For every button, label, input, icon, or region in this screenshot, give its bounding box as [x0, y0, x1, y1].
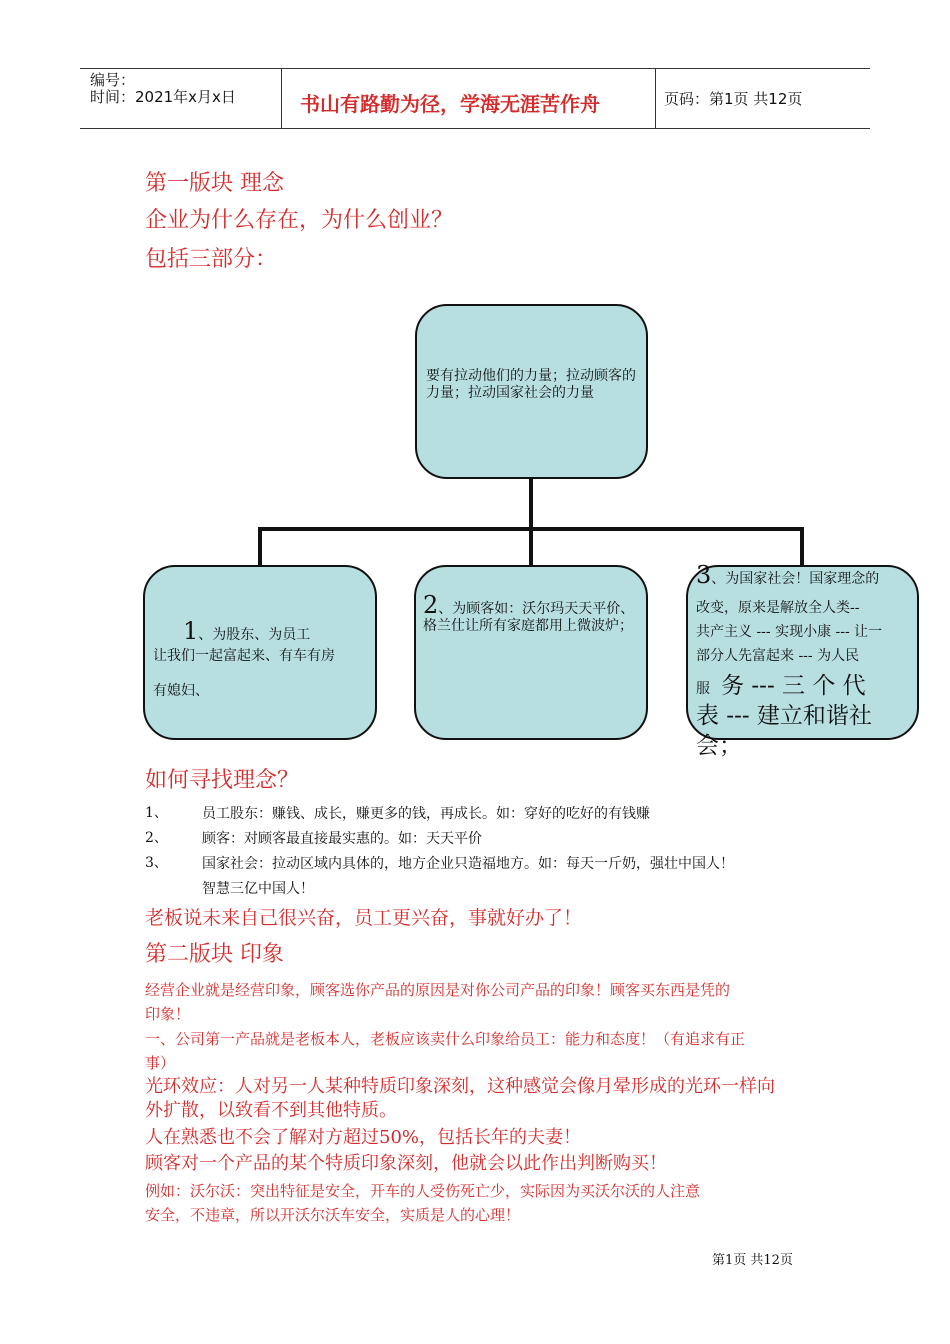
list-item: [145, 802, 825, 826]
chart-box3-number: 3: [696, 561, 712, 589]
paragraph: [145, 1179, 835, 1227]
paragraph-line: 印象！: [145, 1005, 191, 1023]
list-item: [145, 852, 825, 876]
chart-connector: [800, 527, 804, 565]
list-item-text: 员工股东：赚钱、成长，赚更多的钱，再成长。如：穿好的吃好的有钱赚: [202, 806, 650, 822]
chart-top-box-text: 要有拉动他们的力量；拉动顾客的力量；拉动国家社会的力量: [426, 368, 636, 401]
list-item-text: 国家社会：拉动区域内具体的，地方企业只造福地方。如：每天一斤奶，强壮中国人！: [202, 856, 734, 872]
boss-statement: 老板说未来自己很兴奋，员工更兴奋，事就好办了！: [145, 907, 583, 929]
chart-box3-line3: 共产主义 --- 实现小康 --- 让一: [696, 624, 883, 640]
chart-box3-line7: 会；: [696, 733, 742, 759]
chart-box1-line3: 有媳妇、: [153, 683, 209, 699]
header-bottom-rule: [80, 128, 870, 129]
header-divider: [655, 68, 656, 128]
paragraph-line: 例如：沃尔沃：突出特征是安全，开车的人受伤死亡少，实际因为买沃尔沃的人注意: [145, 1182, 701, 1200]
chart-box-customers: [414, 565, 648, 740]
paragraph-line: 事）: [145, 1054, 176, 1072]
paragraph: 顾客对一个产品的某个特质印象深刻，他就会以此作出判断购买！: [145, 1153, 667, 1174]
section1-question: 企业为什么存在，为什么创业？: [145, 208, 454, 233]
chart-box3-line5a: 服: [696, 681, 710, 697]
chart-box3-line6: 表 --- 建立和谐社: [696, 703, 872, 729]
header-divider: [281, 68, 282, 128]
chart-box1-number: 1: [183, 617, 199, 645]
chart-connector: [529, 479, 533, 530]
chart-box-society: [686, 561, 919, 759]
chart-connector: [529, 527, 533, 565]
paragraph-line: 安全，不违章，所以开沃尔沃车安全，实质是人的心理！: [145, 1206, 521, 1224]
section1-includes: 包括三部分：: [145, 247, 278, 272]
chart-box2-text: 、为顾客如：沃尔玛天天平价、格兰仕让所有家庭都用上微波炉；: [423, 601, 635, 634]
paragraph-line: 光环效应：人对另一人某种特质印象深刻，这种感觉会像月晕形成的光环一样向: [145, 1076, 775, 1097]
list-item-text: 智慧三亿中国人！: [202, 881, 314, 897]
paragraph-line: 外扩散，以致看不到其他特质。: [145, 1100, 397, 1121]
chart-box2-number: 2: [423, 591, 439, 619]
chart-box-shareholders: [143, 565, 377, 740]
chart-box3-line1: 、为国家社会！国家理念的: [711, 571, 880, 587]
header-number-label: 编号：: [90, 71, 136, 89]
chart-box3-line5b: 务 --- 三 个 代: [721, 673, 866, 699]
list-item: [145, 877, 825, 901]
section1-title: 第一版块 理念: [145, 171, 284, 196]
header-time-label: 时间：2021年x月x日: [90, 88, 236, 106]
list-item-number: 3、: [145, 855, 168, 871]
chart-box1-line2: 让我们一起富起来、有车有房: [153, 648, 335, 664]
chart-box3-line4: 部分人先富起来 --- 为人民: [696, 648, 860, 664]
header-motto: 书山有路勤为径，学海无涯苦作舟: [300, 92, 600, 116]
list-item: [145, 827, 825, 851]
paragraph: [145, 1027, 825, 1075]
page-footer: 第1页 共12页: [712, 1253, 793, 1268]
chart-box1-line1: 、为股东、为员工: [198, 627, 311, 643]
paragraph: [145, 1075, 845, 1123]
header-page-label: 页码：第1页 共12页: [664, 90, 803, 108]
chart-box3-line2: 改变，原来是解放全人类--: [696, 600, 860, 616]
paragraph: 人在熟悉也不会了解对方超过50%，包括长年的夫妻！: [145, 1127, 582, 1148]
list-item-number: 2、: [145, 830, 168, 846]
list-item-number: 1、: [145, 805, 168, 821]
paragraph-line: 一、公司第一产品就是老板本人，老板应该卖什么印象给员工：能力和态度！（有追求有正: [145, 1030, 746, 1048]
chart-top-box: [415, 304, 648, 479]
list-item-text: 顾客：对顾客最直接最实惠的。如：天天平价: [202, 831, 482, 847]
how-title: 如何寻找理念？: [145, 768, 300, 793]
paragraph-line: 经营企业就是经营印象，顾客选你产品的原因是对你公司产品的印象！顾客买东西是凭的: [145, 981, 731, 999]
chart-connector: [258, 527, 262, 565]
paragraph: [145, 978, 825, 1026]
section2-title: 第二版块 印象: [145, 942, 284, 967]
header-top-rule: [80, 68, 870, 69]
